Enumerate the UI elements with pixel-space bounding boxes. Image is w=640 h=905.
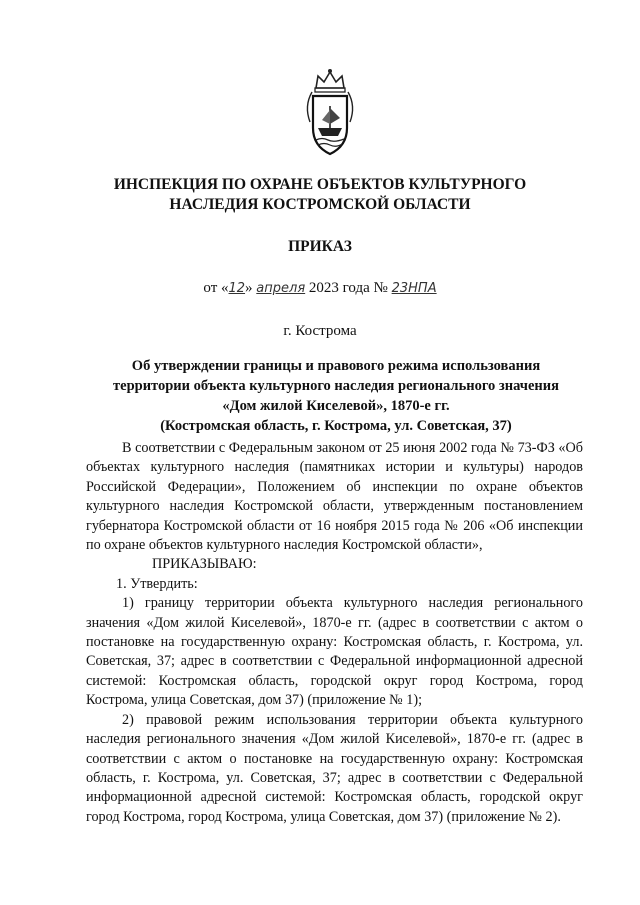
order-word: ПРИКАЗЫВАЮ: — [152, 556, 257, 573]
item-1: 1. Утвердить: — [116, 575, 198, 592]
handwritten-day: 12 — [228, 281, 246, 296]
subject-line-3: «Дом жилой Киселевой», 1870-е гг. — [222, 398, 450, 414]
order-subject — [86, 356, 586, 436]
org-line-1: ИНСПЕКЦИЯ ПО ОХРАНЕ ОБЪЕКТОВ КУЛЬТУРНОГО — [113, 176, 527, 193]
subject-line-1: Об утверждении границы и правового режима использования — [131, 358, 541, 374]
order-body — [86, 439, 583, 827]
subitem-1: 1) границу территории объекта культурного наследия регионального значения «Дом жилой Киселевой», 1870-е гг. (адрес в соответствии с актом о постановке на государственную охрану: Костромская область, г. Кострома, ул. Советская, 37; адрес в соответствии с Федеральной информационной адресной системой: Костромская область, городской округ город Кострома, город Кострома, улица Советская, дом 37) (приложение № 1); — [86, 595, 583, 709]
org-line-2: НАСЛЕДИЯ КОСТРОМСКОЙ ОБЛАСТИ — [169, 196, 471, 213]
date-year: 2023 года № — [308, 280, 388, 296]
subitem-2: 2) правовой режим использования территории объекта культурного наследия регионального значения «Дом жилой Киселевой», 1870-е гг. (адрес в соответствии с актом о постановке на государственную охрану: Костромская область, г. Кострома, ул. Советская, 37; адрес в соответствии с Федеральной информационной адресной системой: Костромская область, городской округ город Кострома, город Кострома, улица Советская, дом 37) (приложение № 2). — [86, 711, 583, 825]
subject-line-2: территории объекта культурного наследия регионального значения — [113, 378, 559, 394]
date-prefix: от « — [203, 280, 229, 296]
coat-of-arms-emblem — [298, 66, 362, 160]
subject-line-4: (Костромская область, г. Кострома, ул. Советская, 37) — [160, 418, 512, 434]
date-mid: » — [245, 280, 253, 296]
order-dateline — [0, 280, 640, 297]
organization-name — [0, 175, 640, 215]
order-title: ПРИКАЗ — [288, 238, 352, 255]
handwritten-month: апреля — [256, 281, 306, 296]
preamble-paragraph: В соответствии с Федеральным законом от 25 июня 2002 года № 73-ФЗ «Об объектах культурного наследия (памятниках истории и культуры) народов Российской Федерации», Положением об инспекции по охране объектов культурного наследия Костромской области, утвержденным постановлением губернатора Костромской области от 16 ноября 2015 года № 206 «Об инспекции по охране объектов культурного наследия Костромской области», — [86, 440, 583, 554]
city: г. Кострома — [283, 323, 357, 339]
handwritten-number: 23НПА — [391, 281, 437, 296]
